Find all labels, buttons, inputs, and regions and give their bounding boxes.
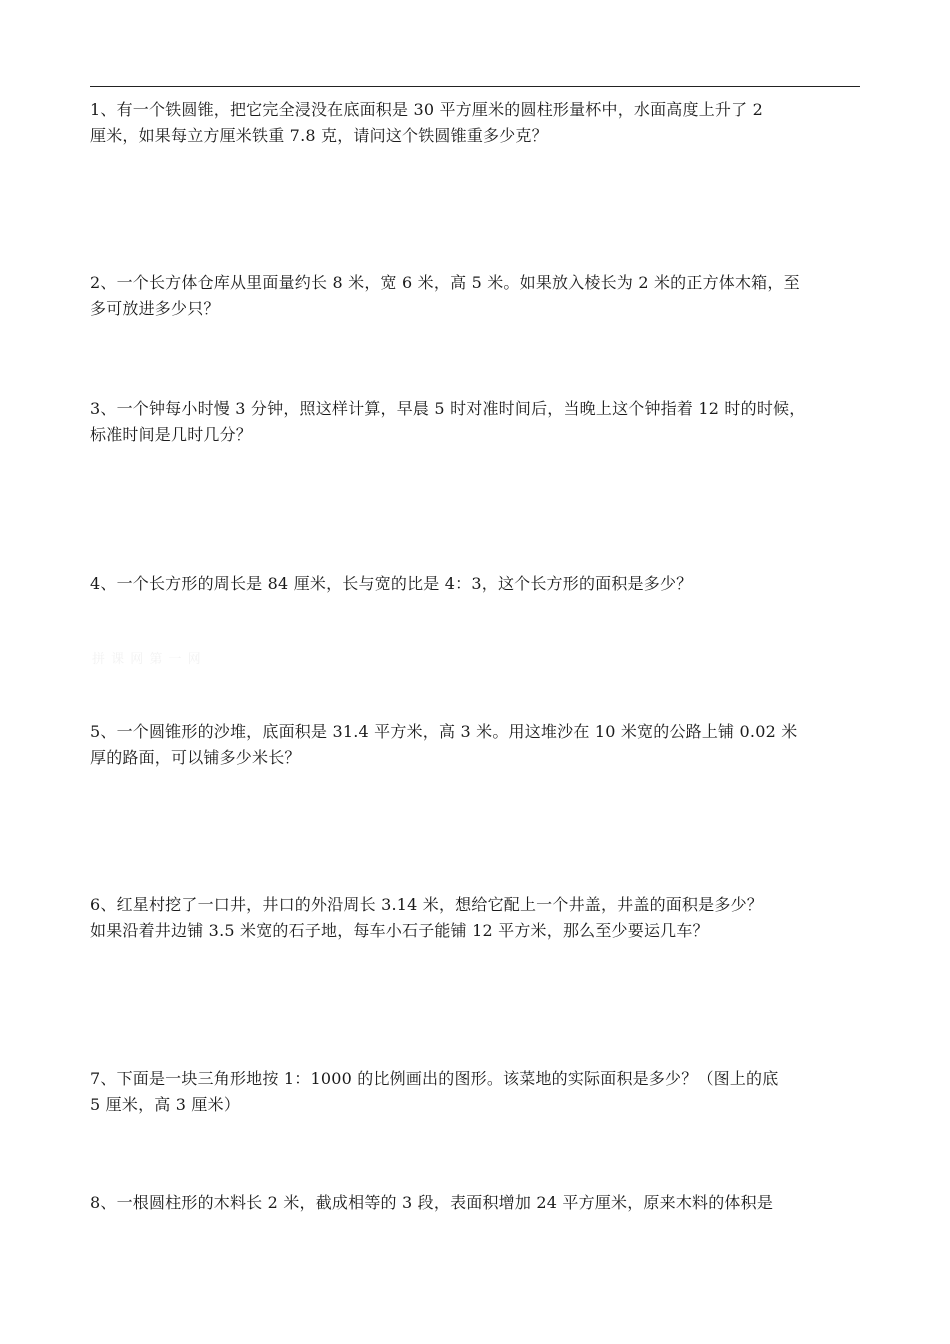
problem-1-line-2: 厘米，如果每立方厘米铁重 7.8 克，请问这个铁圆锥重多少克？	[90, 126, 548, 145]
problem-5	[90, 719, 862, 771]
problem-8-line-1: 8、一根圆柱形的木料长 2 米，截成相等的 3 段，表面积增加 24 平方厘米，原来木料的体积是	[90, 1193, 774, 1212]
problem-3-line-1: 3、一个钟每小时慢 3 分钟，照这样计算，早晨 5 时对准时间后，当晚上这个钟指着 12 时的时候，	[90, 399, 806, 418]
problem-2-line-2: 多可放进多少只？	[90, 299, 220, 318]
problem-4-line-1: 4、一个长方形的周长是 84 厘米，长与宽的比是 4：3，这个长方形的面积是多少？	[90, 574, 693, 593]
problem-6-line-2: 如果沿着井边铺 3.5 米宽的石子地，每车小石子能铺 12 平方米，那么至少要运几车？	[90, 921, 709, 940]
problem-2-line-1: 2、一个长方体仓库从里面量约长 8 米，宽 6 米，高 5 米。如果放入棱长为 2 米的正方体木箱，至	[90, 273, 800, 292]
problem-7-line-1: 7、下面是一块三角形地按 1：1000 的比例画出的图形。该菜地的实际面积是多少？（图上的底	[90, 1069, 779, 1088]
problem-8	[90, 1190, 862, 1216]
header-rule	[90, 86, 860, 87]
problem-4	[90, 571, 862, 597]
problem-2	[90, 270, 862, 322]
faint-watermark: 拼 课 网 第 一 网	[92, 652, 202, 667]
problem-3-line-2: 标准时间是几时几分？	[90, 425, 253, 444]
problem-1-line-1: 1、有一个铁圆锥，把它完全浸没在底面积是 30 平方厘米的圆柱形量杯中，水面高度上升了 2	[90, 100, 763, 119]
problem-7	[90, 1066, 862, 1118]
problem-3	[90, 396, 862, 448]
problem-6	[90, 892, 862, 944]
problem-1	[90, 97, 862, 149]
problem-5-line-1: 5、一个圆锥形的沙堆，底面积是 31.4 平方米，高 3 米。用这堆沙在 10 米宽的公路上铺 0.02 米	[90, 722, 798, 741]
problem-7-line-2: 5 厘米，高 3 厘米）	[90, 1095, 241, 1114]
problem-5-line-2: 厚的路面，可以铺多少米长？	[90, 748, 301, 767]
problem-6-line-1: 6、红星村挖了一口井，井口的外沿周长 3.14 米，想给它配上一个井盖，井盖的面积是多少？	[90, 895, 763, 914]
